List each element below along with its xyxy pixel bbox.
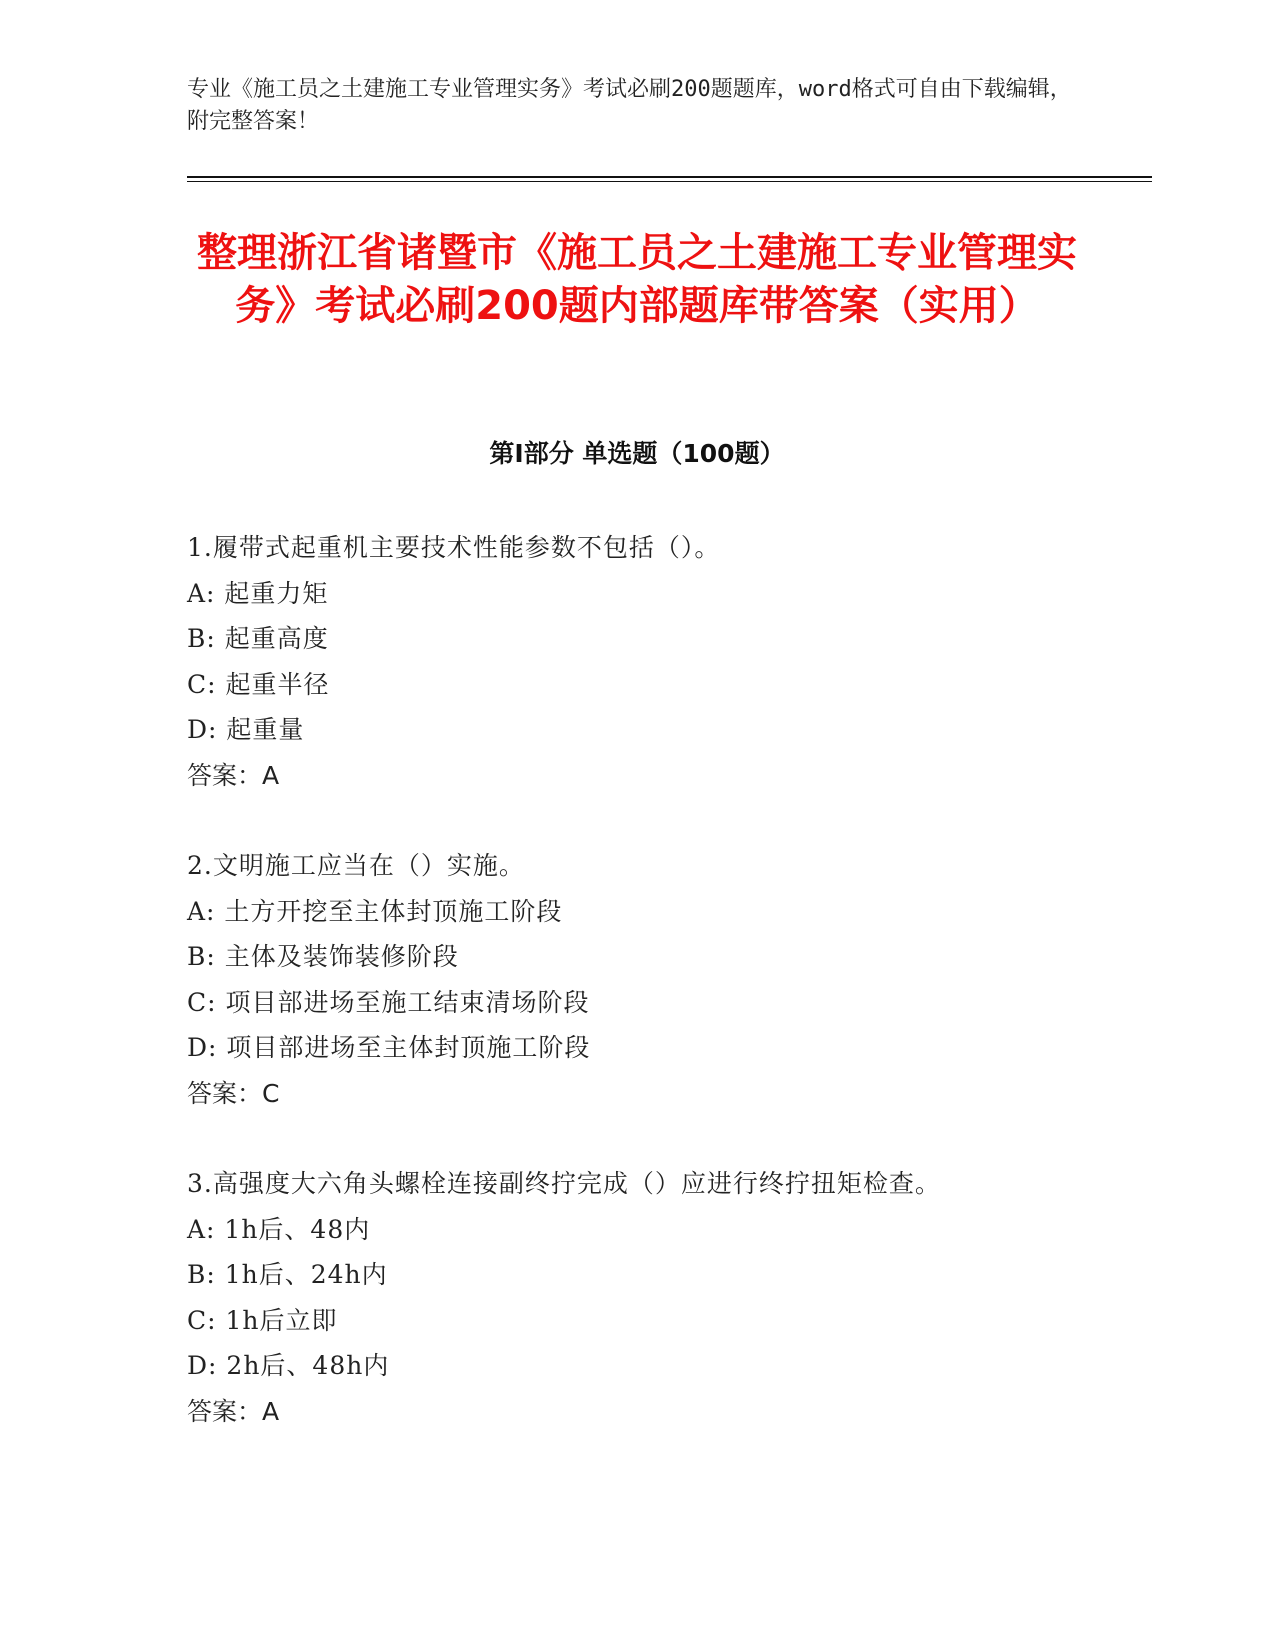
question-stem: 1.履带式起重机主要技术性能参数不包括（）。 bbox=[187, 533, 721, 562]
option-b: B: 起重高度 bbox=[187, 624, 329, 653]
question-stem: 3.高强度大六角头螺栓连接副终拧完成（）应进行终拧扭矩检查。 bbox=[187, 1169, 941, 1198]
answer: 答案：A bbox=[187, 760, 280, 790]
option-a: A: 1h后、48内 bbox=[187, 1214, 371, 1244]
answer: 答案：A bbox=[187, 1396, 280, 1426]
option-c: C: 项目部进场至施工结束清场阶段 bbox=[187, 987, 590, 1017]
option-c: C: 1h后立即 bbox=[187, 1305, 338, 1335]
option-c: C: 起重半径 bbox=[187, 669, 330, 699]
option-b: B: 1h后、24h内 bbox=[187, 1260, 388, 1289]
option-d: D: 2h后、48h内 bbox=[187, 1351, 390, 1380]
header-note: 专业《施工员之土建施工专业管理实务》考试必刷200题题库，word格式可自由下载编辑，附完整答案！ bbox=[187, 77, 1072, 134]
option-d: D: 项目部进场至主体封顶施工阶段 bbox=[187, 1033, 591, 1062]
section-title: 第I部分 单选题（100题） bbox=[489, 439, 785, 468]
document-title: 整理浙江省诸暨市《施工员之土建施工专业管理实务》考试必刷200题内部题库带答案（实用） bbox=[197, 230, 1077, 329]
question-block bbox=[187, 525, 1147, 798]
header-divider-thin bbox=[187, 181, 1152, 182]
question-block bbox=[187, 1161, 1147, 1434]
option-b: B: 主体及装饰装修阶段 bbox=[187, 942, 459, 971]
option-a: A: 土方开挖至主体封顶施工阶段 bbox=[187, 896, 563, 926]
option-d: D: 起重量 bbox=[187, 715, 305, 744]
question-stem: 2.文明施工应当在（）实施。 bbox=[187, 851, 525, 880]
answer: 答案：C bbox=[187, 1078, 280, 1108]
option-a: A: 起重力矩 bbox=[187, 578, 329, 608]
question-block bbox=[187, 843, 1147, 1116]
header-divider-thick bbox=[187, 176, 1152, 178]
